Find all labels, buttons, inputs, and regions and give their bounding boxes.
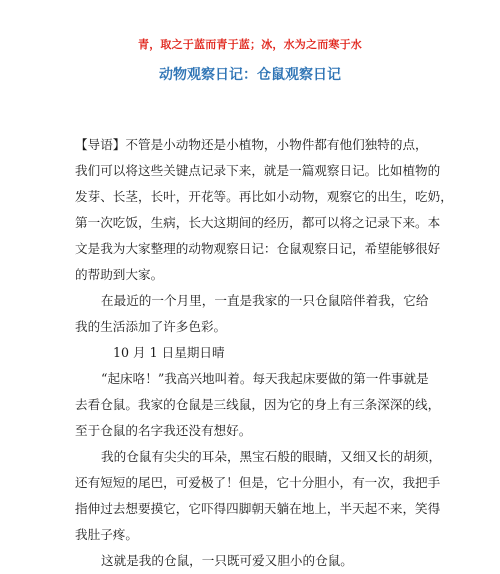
paragraph-line: 【导语】不管是小动物还是小植物，小物件都有他们独特的点， bbox=[75, 137, 428, 152]
paragraph-line: 发芽、长茎，长叶，开花等。再比如小动物，观察它的出生，吃奶， bbox=[75, 189, 453, 204]
paragraph-line: 的帮助到大家。 bbox=[75, 267, 164, 282]
paragraph-line: 文是我为大家整理的动物观察日记：仓鼠观察日记，希望能够很好 bbox=[75, 241, 441, 256]
paragraph-line: 我的生活添加了许多色彩。 bbox=[75, 319, 227, 334]
header-quote: 青，取之于蓝而青于蓝；冰，水为之而寒于水 bbox=[138, 38, 362, 51]
paragraph-line: 这就是我的仓鼠，一只既可爱又胆小的仓鼠。 bbox=[101, 553, 353, 568]
paragraph-line: 还有短短的尾巴，可爱极了！但是，它十分胆小，有一次，我把手 bbox=[75, 475, 441, 490]
paragraph-line: 指伸过去想要摸它，它吓得四脚朝天躺在地上，半天起不来，笑得 bbox=[75, 501, 441, 516]
document-body bbox=[75, 132, 453, 574]
paragraph-line: 去看仓鼠。我家的仓鼠是三线鼠，因为它的身上有三条深深的线， bbox=[75, 397, 441, 412]
document-title: 动物观察日记：仓鼠观察日记 bbox=[159, 67, 341, 83]
diary-date: 10 月 1 日星期日晴 bbox=[113, 345, 225, 360]
paragraph-line: 第一次吃饭，生病，长大这期间的经历，都可以将之记录下来。本 bbox=[75, 215, 441, 230]
paragraph-line: 至于仓鼠的名字我还没有想好。 bbox=[75, 423, 252, 438]
paragraph-line: 在最近的一个月里，一直是我家的一只仓鼠陪伴着我，它给 bbox=[101, 293, 429, 308]
paragraph-line: 我肚子疼。 bbox=[75, 527, 138, 542]
paragraph-line: 我的仓鼠有尖尖的耳朵，黑宝石般的眼睛，又细又长的胡须， bbox=[101, 449, 442, 464]
paragraph-line: “起床咯！”我高兴地叫着。每天我起床要做的第一件事就是 bbox=[101, 371, 429, 386]
paragraph-line: 我们可以将这些关键点记录下来，就是一篇观察日记。比如植物的 bbox=[75, 163, 441, 178]
